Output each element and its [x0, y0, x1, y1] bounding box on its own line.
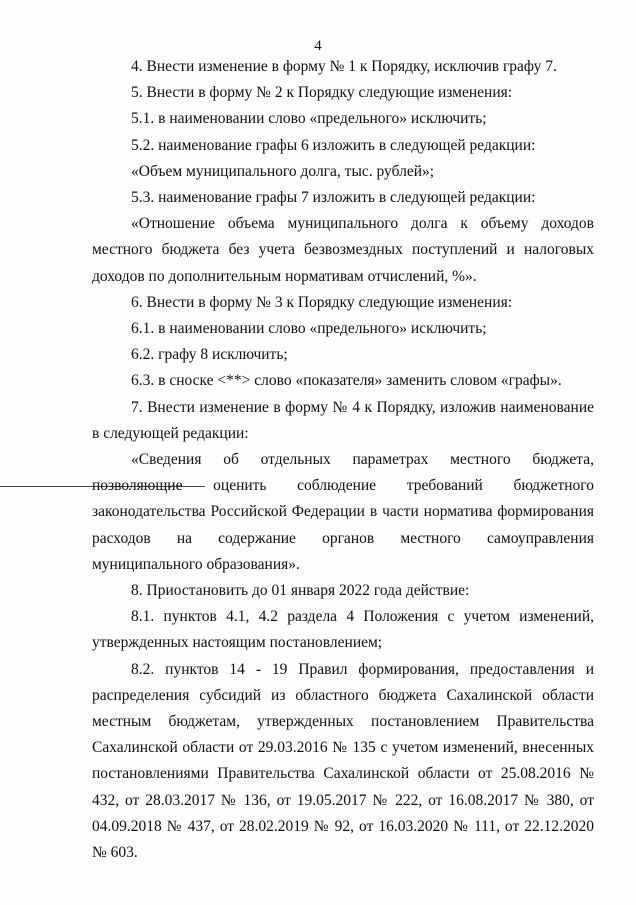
paragraph-6: 6. Внести в форму № 3 к Порядку следующие изменения:	[131, 293, 513, 311]
paragraph-8-1: 8.1. пунктов 4.1, 4.2 раздела 4 Положения с учетом изменений, утвержденных настоящим постановлением;	[92, 608, 594, 652]
paragraph-5-3: 5.3. наименование графы 7 изложить в следующей редакции:	[131, 189, 536, 207]
page-number: 4	[314, 38, 322, 54]
paragraph-8: 8. Приостановить до 01 января 2022 года действие:	[131, 582, 470, 600]
paragraph-5-1: 5.1. в наименовании слово «предельного» исключить;	[131, 110, 487, 128]
quote-5-3: «Отношение объема муниципального долга к объему доходов местного бюджета без учета безвозмездных поступлений и налоговых доходов по дополнительным нормативам отчислений, %».	[92, 215, 594, 285]
paragraph-6-1: 6.1. в наименовании слово «предельного» исключить;	[131, 320, 487, 338]
paragraph-6-2: 6.2. графу 8 исключить;	[131, 346, 288, 364]
paragraph-5: 5. Внести в форму № 2 к Порядку следующие изменения:	[131, 84, 513, 102]
paragraph-5-2: 5.2. наименование графы 6 изложить в следующей редакции:	[131, 136, 536, 154]
paragraph-4: 4. Внести изменение в форму № 1 к Порядку, исключив графу 7.	[131, 58, 557, 75]
paragraph-7: 7. Внести изменение в форму № 4 к Порядку, изложив наименование в следующей редакции:	[92, 398, 594, 442]
paragraph-8-2: 8.2. пунктов 14 - 19 Правил формирования, предоставления и распределения субсидий из областного бюджета Сахалинской области местным бюджетам, утвержденных постановлением Правительства Сахалинской области от 29.03.2016 № 135 с учетом изменений, внесенных постановлениями Правительства Сахалинской области от 25.08.2016 № 432, от 28.03.2017 № 136, от 19.05.2017 № 222, от 16.08.2017 № 380, от 04.09.2018 № 437, от 28.02.2019 № 92, от 16.03.2020 № 111, от 22.12.2020 № 603.	[92, 660, 594, 862]
paragraph-6-3: 6.3. в сноске <**> слово «показателя» заменить словом «графы».	[131, 372, 562, 390]
quote-7: «Сведения об отдельных параметрах местного бюджета, позволяющие оценить соблюдение требований бюджетного законодательства Российской Федерации в части норматива формирования расходов на содержание органов местного самоуправления муниципального образования».	[92, 451, 594, 573]
document-body	[92, 54, 594, 866]
quote-5-2: «Объем муниципального долга, тыс. рублей»;	[131, 162, 435, 180]
